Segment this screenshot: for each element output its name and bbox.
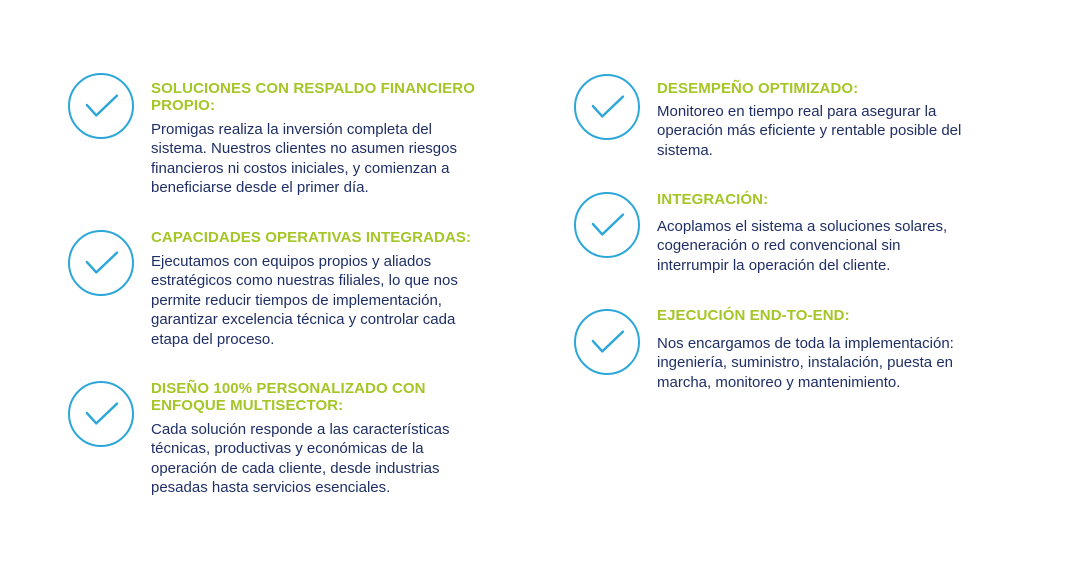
feature-description: Cada solución responde a las características técnicas, productivas y económicas de la operación de cada cliente, desde industrias pesadas hasta servicios esenciales. xyxy=(151,421,450,497)
check-circle-icon xyxy=(574,74,640,140)
feature-description: Acoplamos el sistema a soluciones solares, cogeneración o red convencional sin interrumpir la operación del cliente. xyxy=(657,218,948,274)
feature-title: CAPACIDADES OPERATIVAS INTEGRADAS: xyxy=(151,229,472,246)
feature-description: Promigas realiza la inversión completa del sistema. Nuestros clientes no asumen riesgos financieros ni costos iniciales, y comienzan a beneficiarse desde el primer día. xyxy=(151,121,457,197)
check-circle-icon xyxy=(68,381,134,447)
check-circle-icon xyxy=(68,230,134,296)
check-circle-icon xyxy=(574,309,640,375)
feature-description: Ejecutamos con equipos propios y aliados estratégicos como nuestras filiales, lo que nos permite reducir tiempos de implementación, garantizar excelencia técnica y controlar cada etapa del proceso. xyxy=(151,253,458,348)
check-circle-icon xyxy=(68,73,134,139)
feature-title: DESEMPEÑO OPTIMIZADO: xyxy=(657,80,859,97)
feature-description: Nos encargamos de toda la implementación: ingeniería, suministro, instalación, puesta en marcha, monitoreo y mantenimiento. xyxy=(657,335,954,391)
feature-title: SOLUCIONES CON RESPALDO FINANCIERO PROPIO: xyxy=(151,80,475,114)
feature-description: Monitoreo en tiempo real para asegurar la operación más eficiente y rentable posible del sistema. xyxy=(657,103,962,159)
feature-title: INTEGRACIÓN: xyxy=(657,191,769,208)
check-circle-icon xyxy=(574,192,640,258)
feature-title: EJECUCIÓN END-TO-END: xyxy=(657,307,850,324)
feature-title: DISEÑO 100% PERSONALIZADO CON ENFOQUE MULTISECTOR: xyxy=(151,380,426,414)
